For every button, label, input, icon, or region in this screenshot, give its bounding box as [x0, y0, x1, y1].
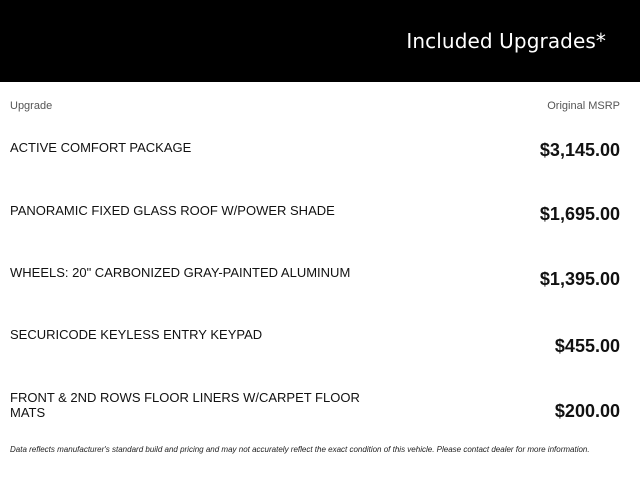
upgrade-price: $1,695.00 — [539, 204, 620, 224]
upgrade-price: $3,145.00 — [539, 140, 620, 160]
upgrade-name: ACTIVE COMFORT PACKAGE — [10, 140, 192, 155]
upgrade-price: $200.00 — [554, 401, 620, 421]
disclaimer-text: Data reflects manufacturer's standard build and pricing and may not accurately reflect the exact condition of this vehicle. Please contact dealer for more information. — [10, 445, 590, 454]
upgrade-price: $1,395.00 — [539, 269, 620, 289]
column-header-upgrade: Upgrade — [10, 100, 53, 112]
header-bar — [0, 0, 640, 82]
upgrade-name: SECURICODE KEYLESS ENTRY KEYPAD — [10, 327, 263, 342]
column-header-msrp: Original MSRP — [547, 100, 620, 112]
upgrade-name: WHEELS: 20" CARBONIZED GRAY-PAINTED ALUMINUM — [10, 265, 351, 280]
upgrade-price: $455.00 — [554, 336, 620, 356]
page-title: Included Upgrades* — [406, 29, 606, 53]
upgrade-name: PANORAMIC FIXED GLASS ROOF W/POWER SHADE — [10, 203, 335, 218]
upgrade-name: FRONT & 2ND ROWS FLOOR LINERS W/CARPET FLOOR MATS — [10, 390, 360, 420]
